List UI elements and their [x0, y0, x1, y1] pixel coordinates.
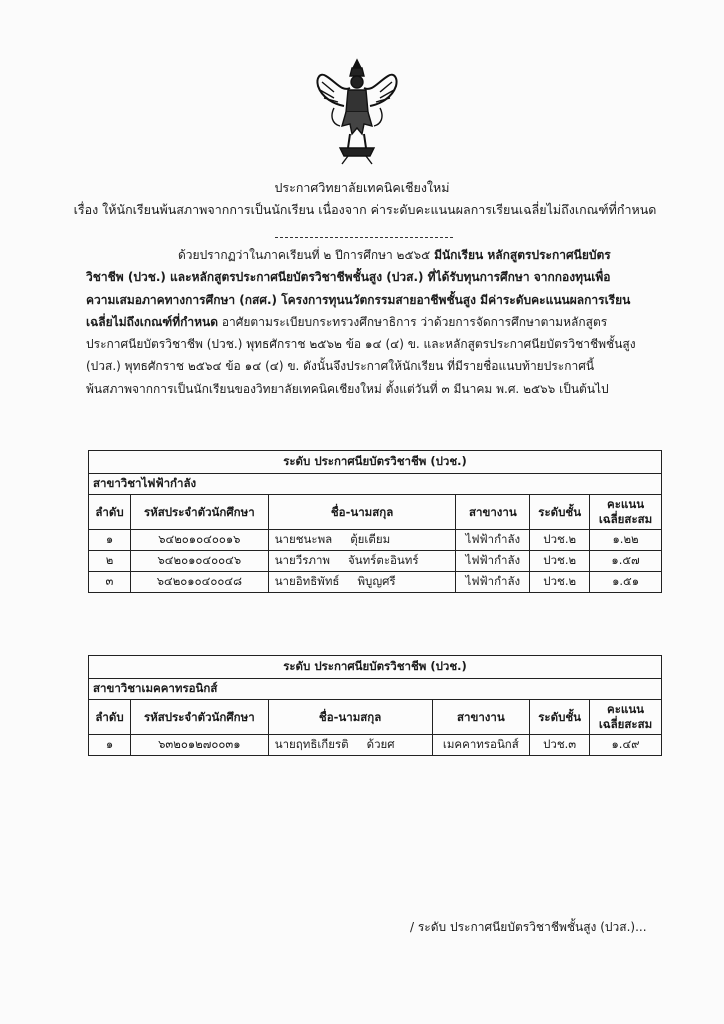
row-first-name: นายฤทธิเกียรติ [274, 737, 349, 751]
row-first-name: นายอิทธิพัทธ์ [274, 574, 340, 588]
row-level: ปวช.๒ [530, 530, 590, 551]
row-name [268, 735, 432, 756]
row-last-name: ด้วยศ [366, 737, 395, 751]
body-line-3 [86, 289, 658, 311]
body-text-2: ที่ได้รับทุนการศึกษา จากกองทุนเพื่อ [427, 270, 611, 285]
column-header-row [89, 495, 662, 530]
level-header: ระดับ ประกาศนียบัตรวิชาชีพ (ปวช.) [89, 656, 662, 679]
col-major: สาขางาน [432, 700, 530, 735]
row-gpa: ๑.๕๑ [590, 572, 662, 593]
electrical-power-table [88, 450, 662, 593]
row-level: ปวช.๒ [530, 551, 590, 572]
department-name: สาขาวิชาเมคคาทรอนิกส์ [89, 679, 662, 700]
col-gpa-line1: คะแนน [607, 497, 645, 511]
body-line-4 [86, 311, 658, 333]
col-gpa [590, 495, 662, 530]
department-row [89, 679, 662, 700]
row-major: เมคคาทรอนิกส์ [432, 735, 530, 756]
announcement-body [86, 244, 658, 400]
row-level: ปวช.๓ [530, 735, 590, 756]
table-row [89, 735, 662, 756]
body-bold-1: มีนักเรียน หลักสูตรประกาศนียบัตร [434, 248, 611, 262]
col-no: ลำดับ [89, 495, 131, 530]
col-student-id: รหัสประจำตัวนักศึกษา [130, 700, 268, 735]
col-level: ระดับชั้น [530, 495, 590, 530]
body-line-1 [86, 244, 658, 266]
col-gpa-line2: เฉลี่ยสะสม [598, 512, 653, 526]
col-level: ระดับชั้น [530, 700, 590, 735]
col-name: ชื่อ-นามสกุล [268, 495, 456, 530]
row-major: ไฟฟ้ากำลัง [456, 530, 530, 551]
header-divider [275, 237, 453, 238]
announcement-subject: เรื่อง ให้นักเรียนพ้นสภาพจากการเป็นนักเรียน เนื่องจาก ค่าระดับคะแนนผลการเรียนเฉลี่ยไม่ถึงเกณฑ์ที่กำหนด [73, 202, 657, 217]
row-gpa: ๑.๒๒ [590, 530, 662, 551]
table-row [89, 530, 662, 551]
continuation-note: / ระดับ ประกาศนียบัตรวิชาชีพชั้นสูง (ปวส.)... [410, 920, 647, 934]
row-last-name: ตุ้ยเตียม [350, 532, 391, 546]
row-gpa: ๑.๕๗ [590, 551, 662, 572]
row-last-name: พิบูญศรี [357, 574, 396, 588]
row-name [268, 530, 456, 551]
body-bold-2: วิชาชีพ (ปวช.) และหลักสูตรประกาศนียบัตรวิชาชีพชั้นสูง (ปวส.) [86, 270, 428, 285]
row-major: ไฟฟ้ากำลัง [456, 572, 530, 593]
row-major: ไฟฟ้ากำลัง [456, 551, 530, 572]
col-gpa-line2: เฉลี่ยสะสม [598, 717, 653, 731]
body-line-7: พ้นสภาพจากการเป็นนักเรียนของวิทยาลัยเทคนิคเชียงใหม่ ตั้งแต่วันที่ ๓ มีนาคม พ.ศ. ๒๕๖๖ เป็นต้นไป [86, 381, 609, 396]
col-no: ลำดับ [89, 700, 131, 735]
row-student-id: ๖๓๒๐๑๒๗๐๐๓๑ [130, 735, 268, 756]
level-header-row [89, 656, 662, 679]
row-no: ๑ [89, 530, 131, 551]
row-name [268, 572, 456, 593]
table-row [89, 572, 662, 593]
body-text-1: ด้วยปรากฏว่าในภาคเรียนที่ ๒ ปีการศึกษา ๒๕๖๕ [178, 248, 435, 262]
body-bold-3: ความเสมอภาคทางการศึกษา (กสศ.) โครงการทุนนวัตกรรมสายอาชีพชั้นสูง มีค่าระดับคะแนนผลการเรียน [86, 292, 631, 307]
body-line-2 [86, 266, 658, 288]
row-first-name: นายชนะพล [274, 532, 333, 546]
col-major: สาขางาน [456, 495, 530, 530]
table-row [89, 551, 662, 572]
row-gpa: ๑.๔๙ [590, 735, 662, 756]
row-student-id: ๖๔๒๐๑๐๔๐๐๔๘ [130, 572, 268, 593]
row-level: ปวช.๒ [530, 572, 590, 593]
level-header: ระดับ ประกาศนียบัตรวิชาชีพ (ปวช.) [89, 451, 662, 474]
row-no: ๒ [89, 551, 131, 572]
col-gpa-line1: คะแนน [607, 702, 645, 716]
mechatronics-table [88, 655, 662, 756]
row-last-name: จันทร์ตะอินทร์ [348, 553, 419, 567]
row-student-id: ๖๔๒๐๑๐๔๐๐๑๖ [130, 530, 268, 551]
body-bold-4: เฉลี่ยไม่ถึงเกณฑ์ที่กำหนด [86, 314, 219, 329]
row-no: ๑ [89, 735, 131, 756]
department-row [89, 474, 662, 495]
col-name: ชื่อ-นามสกุล [268, 700, 432, 735]
column-header-row [89, 700, 662, 735]
body-line-5: ประกาศนียบัตรวิชาชีพ (ปวช.) พุทธศักราช ๒๕๖๒ ข้อ ๑๔ (๔) ข. และหลักสูตรประกาศนียบัตรวิชาชีพชั้นสูง [86, 337, 636, 352]
col-student-id: รหัสประจำตัวนักศึกษา [130, 495, 268, 530]
department-name: สาขาวิชาไฟฟ้ากำลัง [89, 474, 662, 495]
row-student-id: ๖๔๒๐๑๐๔๐๐๔๖ [130, 551, 268, 572]
body-line-6: (ปวส.) พุทธศักราช ๒๕๖๔ ข้อ ๑๔ (๔) ข. ดังนั้นจึงประกาศให้นักเรียน ที่มีรายชื่อแนบท้ายประกาศนี้ [86, 359, 595, 374]
body-text-4: อาศัยตามระเบียบกระทรวงศึกษาธิการ ว่าด้วยการจัดการศึกษาตามหลักสูตร [218, 314, 608, 329]
garuda-emblem-icon [312, 52, 402, 168]
row-name [268, 551, 456, 572]
level-header-row [89, 451, 662, 474]
row-first-name: นายวีรภาพ [274, 553, 330, 567]
row-no: ๓ [89, 572, 131, 593]
col-gpa [590, 700, 662, 735]
announcement-title: ประกาศวิทยาลัยเทคนิคเชียงใหม่ [274, 180, 450, 195]
